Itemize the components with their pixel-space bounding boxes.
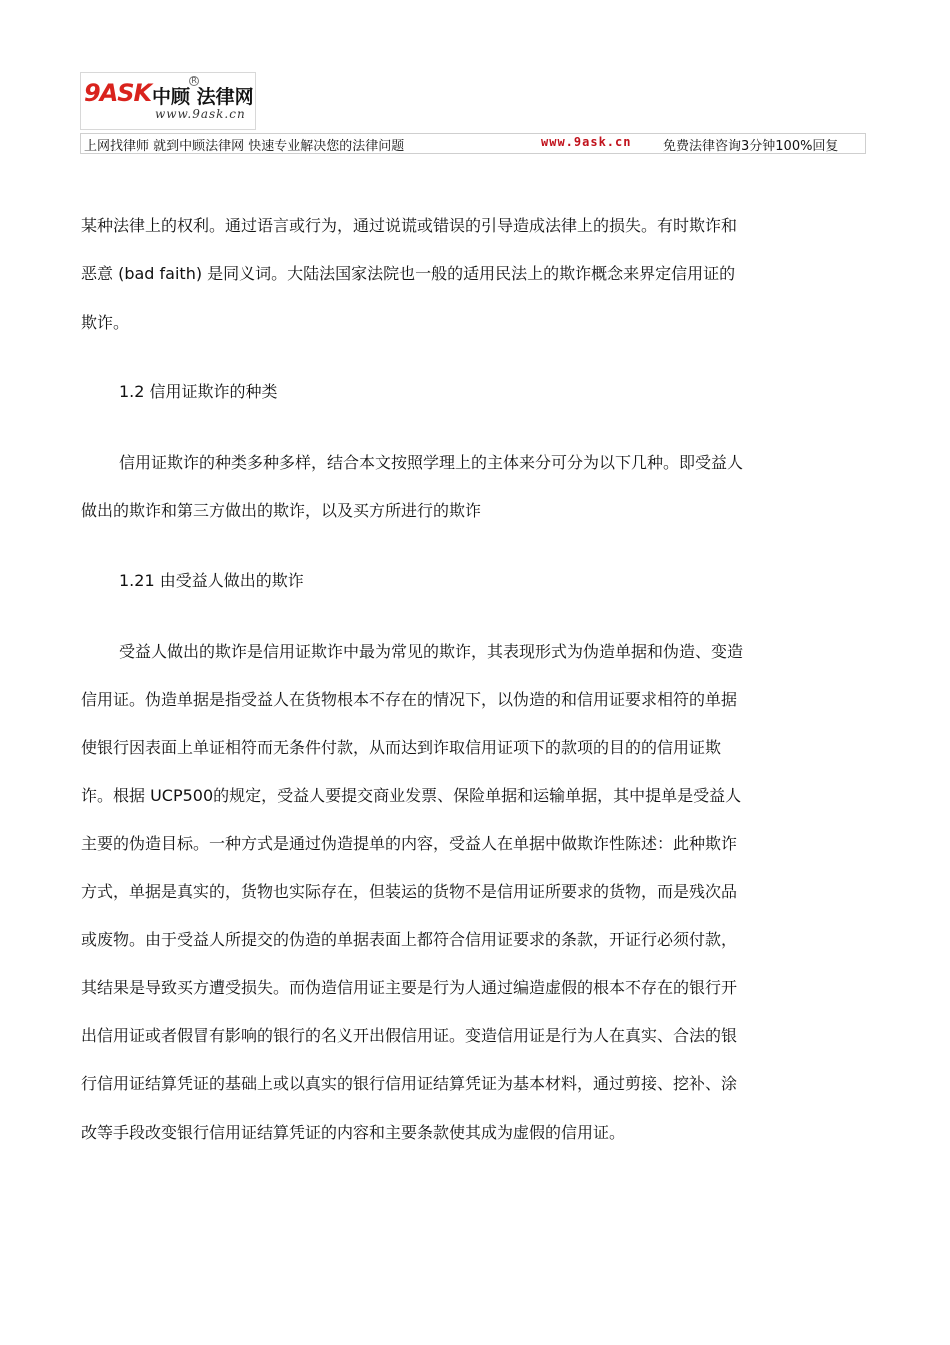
logo-mark: 9ASK	[84, 79, 152, 107]
paragraph-line: 方式，单据是真实的，货物也实际存在，但装运的货物不是信用证所要求的货物，而是残次品	[81, 882, 738, 901]
section-heading: 1.2 信用证欺诈的种类	[119, 382, 278, 401]
paragraph-line: 改等手段改变银行信用证结算凭证的内容和主要条款使其成为虚假的信用证。	[81, 1123, 626, 1142]
banner-free-consult: 免费法律咨询3分钟100%回复	[663, 139, 839, 154]
paragraph-line: 受益人做出的欺诈是信用证欺诈中最为常见的欺诈，其表现形式为伪造单据和伪造、变造	[119, 642, 744, 661]
paragraph-line: 行信用证结算凭证的基础上或以真实的银行信用证结算凭证为基本材料，通过剪接、挖补、涂	[81, 1074, 738, 1093]
header-banner	[80, 133, 866, 154]
logo-url: www.9ask.cn	[155, 107, 246, 121]
paragraph-line: 信用证欺诈的种类多种多样，结合本文按照学理上的主体来分可分为以下几种。即受益人	[119, 453, 744, 472]
logo-chinese-name: 中顾 法律网	[152, 86, 254, 108]
paragraph-line: 使银行因表面上单证相符而无条件付款，从而达到诈取信用证项下的款项的目的的信用证欺	[81, 738, 722, 757]
paragraph-line: 诈。根据 UCP500的规定，受益人要提交商业发票、保险单据和运输单据，其中提单是受益人	[81, 786, 742, 805]
banner-slogan: 上网找律师 就到中顾法律网 快速专业解决您的法律问题	[84, 139, 405, 154]
site-logo[interactable]	[80, 72, 256, 130]
registered-icon: R	[189, 76, 199, 86]
section-heading: 1.21 由受益人做出的欺诈	[119, 571, 304, 590]
paragraph-line: 出信用证或者假冒有影响的银行的名义开出假信用证。变造信用证是行为人在真实、合法的银	[81, 1026, 738, 1045]
paragraph-line: 或废物。由于受益人所提交的伪造的单据表面上都符合信用证要求的条款，开证行必须付款，	[81, 930, 738, 949]
paragraph-line: 其结果是导致买方遭受损失。而伪造信用证主要是行为人通过编造虚假的根本不存在的银行开	[81, 978, 738, 997]
paragraph-line: 主要的伪造目标。一种方式是通过伪造提单的内容，受益人在单据中做欺诈性陈述：此种欺诈	[81, 834, 738, 853]
paragraph-line: 欺诈。	[81, 313, 130, 332]
paragraph-line: 做出的欺诈和第三方做出的欺诈，以及买方所进行的欺诈	[81, 501, 482, 520]
paragraph-line: 信用证。伪造单据是指受益人在货物根本不存在的情况下，以伪造的和信用证要求相符的单据	[81, 690, 738, 709]
paragraph-line: 恶意 (bad faith) 是同义词。大陆法国家法院也一般的适用民法上的欺诈概念来界定信用证的	[81, 264, 736, 283]
banner-url-link[interactable]: www.9ask.cn	[541, 135, 632, 149]
paragraph-line: 某种法律上的权利。通过语言或行为，通过说谎或错误的引导造成法律上的损失。有时欺诈和	[81, 216, 738, 235]
